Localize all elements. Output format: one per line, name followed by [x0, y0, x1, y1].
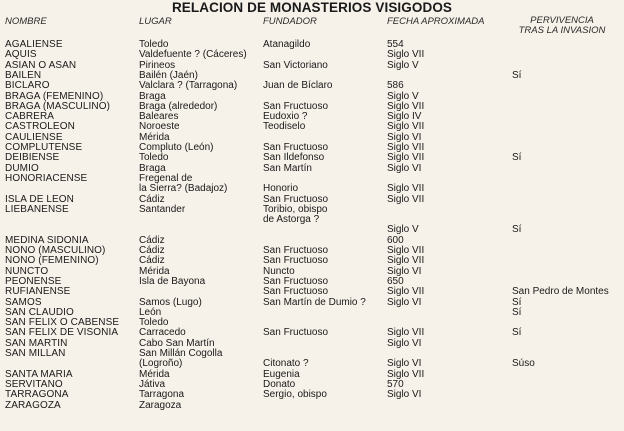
row-lugar: Toledo [139, 152, 169, 164]
row-lugar: Santander [139, 203, 186, 215]
row-nombre: SAN FELIX DE VISONIA [5, 327, 119, 339]
row-fundador: San Fructuoso [263, 100, 329, 112]
row-lugar: Cabo San Martín [139, 337, 215, 349]
row-fecha: Siglo VI [387, 162, 422, 174]
row-pervivencia: Sí [512, 296, 522, 308]
row-lugar: Carracedo [139, 327, 186, 339]
row-nombre: SANTA MARIA [5, 368, 73, 380]
row-fecha: Siglo VI [387, 131, 422, 143]
row-fecha: Siglo VII [387, 327, 425, 339]
row-fundador: San Martín [263, 162, 312, 174]
row-lugar: Noroeste [139, 121, 180, 133]
row-pervivencia: Sí [512, 306, 522, 318]
row-nombre: SAN MARTIN [5, 337, 68, 349]
row-fecha: Siglo VII [387, 193, 425, 205]
row-nombre: SAMOS [5, 296, 42, 308]
row-lugar: Fregenal de la Sierra? (Badajoz) [139, 172, 228, 195]
row-fundador: Donato [263, 378, 296, 390]
row-pervivencia: Sí [512, 152, 522, 164]
row-lugar: Bailén (Jaén) [139, 69, 198, 81]
row-lugar: Toledo [139, 317, 169, 329]
row-fundador: Eugenia [263, 368, 300, 380]
row-fecha: Siglo VI [387, 296, 422, 308]
row-nombre: DEIBIENSE [5, 152, 60, 164]
row-fecha: Siglo VII [387, 183, 425, 195]
row-fecha: 570 [387, 378, 404, 390]
row-fundador: San Fructuoso [263, 245, 329, 256]
row-nombre: SERVITANO [5, 378, 63, 390]
row-fecha: 650 [387, 275, 404, 287]
row-fecha: Siglo IV [387, 111, 422, 123]
row-nombre: CASTROLEON [5, 121, 75, 133]
row-nombre: SAN CLAUDIO [5, 306, 74, 318]
row-fundador: San Fructuoso [263, 193, 329, 205]
row-fecha: Siglo VII [387, 121, 425, 133]
row-lugar: Baleares [139, 111, 179, 123]
row-nombre: NUNCTO [5, 265, 49, 277]
row-fecha: Siglo VII [387, 255, 425, 267]
row-fecha: Siglo VII [387, 245, 425, 256]
row-fundador: San Fructuoso [263, 286, 329, 298]
row-fecha: 600 [387, 234, 404, 246]
header-lugar: LUGAR [139, 16, 172, 27]
row-fecha: Siglo V [387, 224, 419, 236]
row-nombre: DUMIO [5, 162, 39, 174]
row-fecha: Siglo VI [387, 265, 422, 277]
row-lugar: Braga [139, 90, 166, 102]
row-fundador: San Fructuoso [263, 275, 329, 287]
row-fundador: San Martín de Dumio ? [263, 296, 366, 308]
row-nombre: COMPLUTENSE [5, 142, 83, 153]
row-fecha: 554 [387, 39, 404, 50]
row-pervivencia: Sí [512, 224, 522, 236]
row-nombre: LIEBANENSE [5, 203, 69, 215]
row-nombre: RUFIANENSE [5, 286, 71, 298]
row-nombre: HONORIACENSE [5, 172, 88, 184]
row-pervivencia: Sí [512, 327, 522, 339]
row-lugar: Isla de Bayona [139, 275, 206, 287]
header-fundador: FUNDADOR [263, 16, 317, 27]
row-fundador: Nuncto [263, 265, 295, 277]
row-lugar: Compluto (León) [139, 142, 214, 153]
row-fundador: Honorio [263, 183, 299, 195]
row-nombre: CABRERA [5, 111, 55, 123]
row-fundador: Eudoxio ? [263, 111, 308, 123]
row-lugar: Valclara ? (Tarragona) [139, 80, 238, 92]
header-fecha: FECHA APROXIMADA [387, 16, 485, 27]
row-nombre: BRAGA (FEMENINO) [5, 90, 104, 102]
row-lugar: Samos (Lugo) [139, 296, 202, 308]
row-lugar: Mérida [139, 131, 170, 143]
row-fecha: Siglo VII [387, 152, 425, 164]
row-fundador: San Victoriano [263, 59, 328, 71]
row-lugar: Cádiz [139, 193, 165, 205]
row-fundador: San Ildefonso [263, 152, 325, 164]
header-pervivencia: PERVIVENCIA TRAS LA INVASION [518, 15, 606, 36]
row-fundador: Toribio, obispo de Astorga ? [263, 203, 328, 226]
row-nombre: TARRAGONA [5, 389, 69, 401]
row-nombre: AQUIS [5, 49, 37, 61]
row-nombre: SAN MILLAN [5, 348, 66, 359]
row-nombre: ZARAGOZA [5, 399, 61, 411]
row-nombre: CAULIENSE [5, 131, 63, 143]
row-nombre: ISLA DE LEON [5, 193, 75, 205]
row-fecha: Siglo VII [387, 368, 425, 380]
row-fundador: Juan de Bíclaro [263, 80, 333, 92]
row-fecha: Siglo VI [387, 337, 422, 349]
row-nombre: BICLARO [5, 80, 50, 92]
row-lugar: Cádiz [139, 255, 165, 267]
row-lugar: Tarragona [139, 389, 185, 401]
row-fundador: Teodiselo [263, 121, 306, 133]
row-fecha: Siglo VII [387, 100, 425, 112]
row-fecha: Siglo V [387, 59, 419, 71]
row-lugar: León [139, 306, 162, 318]
row-fundador: Citonato ? [263, 358, 309, 370]
row-fundador: San Fructuoso [263, 327, 329, 339]
row-nombre: PEONENSE [5, 275, 62, 287]
row-lugar: Pirineos [139, 59, 176, 71]
row-nombre: NONO (MASCULINO) [5, 245, 106, 256]
row-fecha: Siglo VII [387, 142, 425, 153]
row-fecha: Siglo V [387, 90, 419, 102]
row-lugar: Cádiz [139, 245, 165, 256]
header-nombre: NOMBRE [5, 16, 47, 27]
row-nombre: SAN FELIX O CABENSE [5, 317, 120, 329]
row-nombre: NONO (FEMENINO) [5, 255, 99, 267]
row-pervivencia: Sí [512, 69, 522, 81]
row-fecha: Siglo VI [387, 358, 422, 370]
row-nombre: AGALIENSE [5, 39, 63, 50]
row-lugar: Braga [139, 162, 166, 174]
row-fundador: Sergio, obispo [263, 389, 327, 401]
row-fundador: San Fructuoso [263, 255, 329, 267]
row-lugar: Cádiz [139, 234, 165, 246]
row-lugar: Mérida [139, 368, 170, 380]
row-fundador: San Fructuoso [263, 142, 329, 153]
row-nombre: BRAGA (MASCULINO) [5, 100, 111, 112]
row-lugar: Toledo [139, 39, 169, 50]
row-lugar: San Millán Cogolla (Logroño) [139, 348, 223, 370]
row-fecha: Siglo VII [387, 49, 425, 61]
row-lugar: Braga (alrededor) [139, 100, 218, 112]
row-fundador: Atanagildo [263, 39, 311, 50]
row-fecha: 586 [387, 80, 404, 92]
row-lugar: Valdefuente ? (Cáceres) [139, 49, 247, 61]
row-nombre: MEDINA SIDONIA [5, 234, 89, 246]
row-fecha: Siglo VI [387, 389, 422, 401]
row-pervivencia: Súso [512, 358, 535, 370]
row-lugar: Zaragoza [139, 399, 182, 411]
row-pervivencia: San Pedro de Montes [512, 286, 609, 298]
row-lugar: Játiva [139, 378, 166, 390]
page-title: RELACION DE MONASTERIOS VISIGODOS [171, 0, 453, 15]
row-nombre: ASIAN O ASAN [5, 59, 77, 71]
row-lugar: Mérida [139, 265, 170, 277]
row-fecha: Siglo VII [387, 286, 425, 298]
row-nombre: BAILEN [5, 69, 42, 81]
